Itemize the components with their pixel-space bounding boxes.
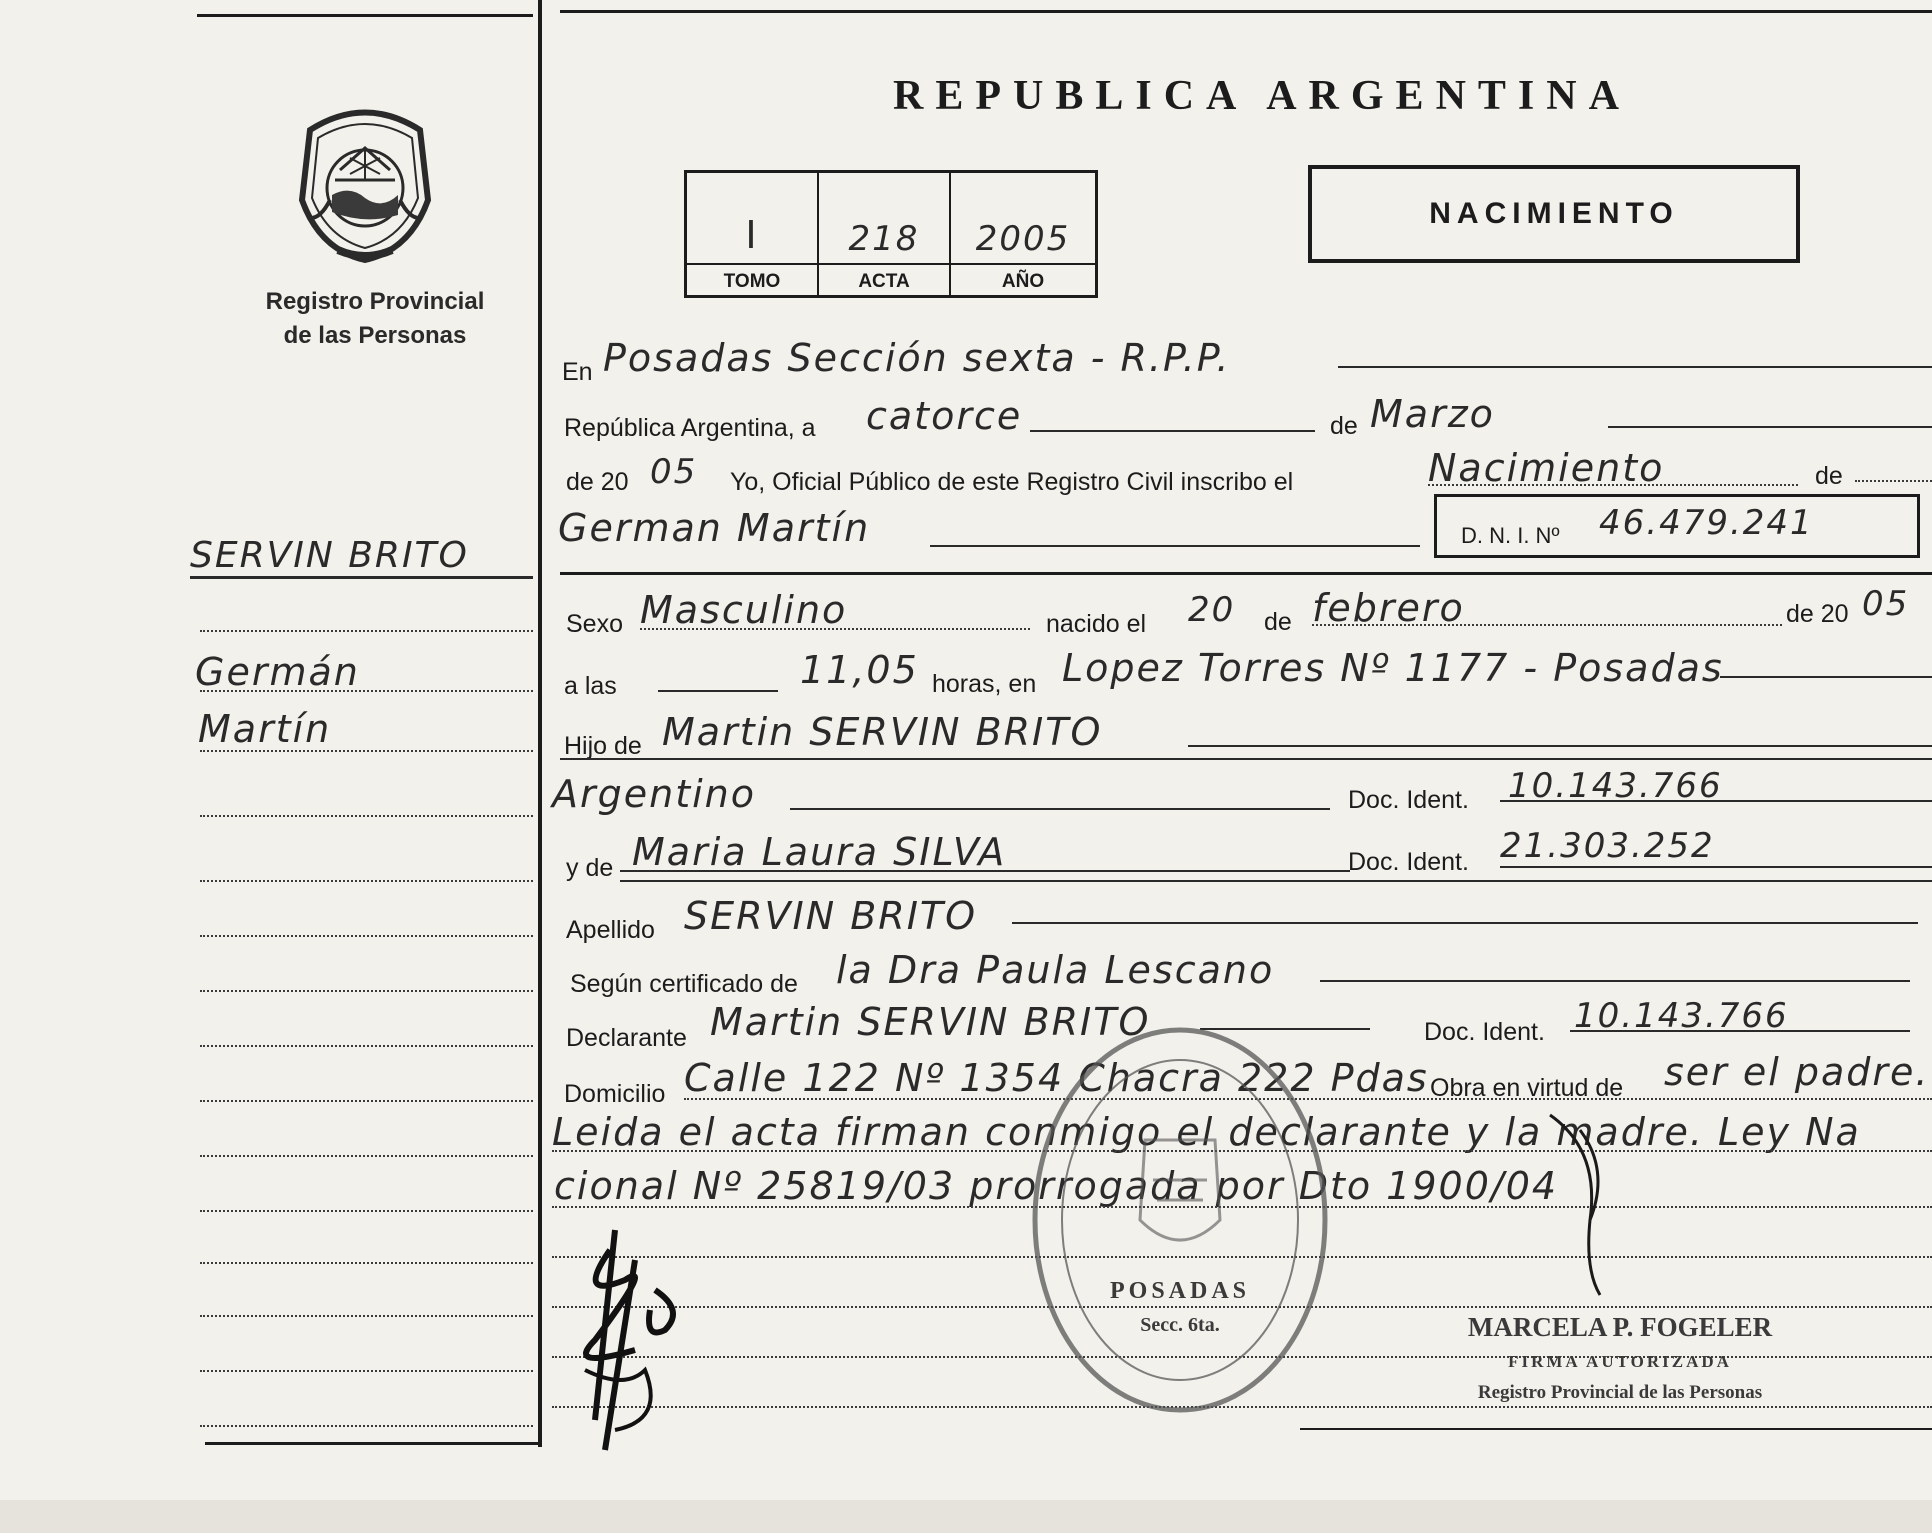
margin-name-1: Germán bbox=[195, 650, 360, 694]
republica-label: República Argentina, a bbox=[564, 414, 816, 442]
tomo-value: I bbox=[745, 213, 759, 257]
ano-value: 2005 bbox=[975, 219, 1071, 259]
birth-place-value: Lopez Torres Nº 1177 - Posadas bbox=[1062, 646, 1724, 690]
margin-dotline bbox=[200, 690, 533, 692]
margin-surname: SERVIN BRITO bbox=[190, 535, 469, 576]
margin-dotline bbox=[200, 630, 533, 632]
hijo-label: Hijo de bbox=[564, 732, 642, 760]
hour-value: 11,05 bbox=[800, 648, 919, 692]
tomo-cell bbox=[687, 173, 819, 295]
child-names-value: German Martín bbox=[558, 506, 871, 550]
mother-signature bbox=[1540, 1110, 1620, 1300]
form-line bbox=[620, 880, 1932, 882]
acta-label: ACTA bbox=[858, 271, 910, 292]
obra-label: Obra en virtud de bbox=[1430, 1074, 1624, 1102]
birth-de20-label: de 20 bbox=[1786, 600, 1849, 628]
doc-ident-label: Doc. Ident. bbox=[1348, 786, 1469, 814]
form-line bbox=[620, 870, 1350, 872]
form-line bbox=[1320, 980, 1910, 982]
form-line bbox=[560, 758, 1932, 760]
declarante-doc-value: 10.143.766 bbox=[1574, 996, 1789, 1036]
father-doc-value: 10.143.766 bbox=[1508, 766, 1723, 806]
margin-dotline bbox=[200, 1210, 533, 1212]
apellido-label: Apellido bbox=[566, 916, 655, 944]
stamp-city: POSADAS bbox=[1109, 1278, 1251, 1304]
horas-label: horas, en bbox=[932, 670, 1037, 698]
form-line bbox=[1428, 484, 1798, 486]
sexo-value: Masculino bbox=[640, 588, 848, 632]
registry-line-1: Registro Provincial bbox=[265, 288, 485, 315]
de-label: de bbox=[1330, 412, 1358, 440]
margin-dotline bbox=[200, 880, 533, 882]
nacido-label: nacido el bbox=[1046, 610, 1147, 638]
apellido-value: SERVIN BRITO bbox=[684, 894, 978, 938]
form-line bbox=[1855, 480, 1932, 482]
registry-line-2: de las Personas bbox=[283, 322, 467, 349]
note-line-2: cional Nº 25819/03 prorrogada por Dto 1900/04 bbox=[554, 1164, 1559, 1208]
box-divider bbox=[687, 263, 1095, 265]
form-line bbox=[1500, 866, 1932, 868]
segun-label: Según certificado de bbox=[570, 970, 798, 998]
tomo-label: TOMO bbox=[723, 271, 781, 292]
form-line bbox=[1608, 426, 1932, 428]
margin-dotline bbox=[200, 815, 533, 817]
page-bottom-edge bbox=[0, 1500, 1932, 1533]
declarante-label: Declarante bbox=[566, 1024, 687, 1052]
margin-name-2: Martín bbox=[198, 707, 332, 751]
record-number-box bbox=[684, 170, 1098, 298]
yo-label: Yo, Oficial Público de este Registro Civil inscribo el bbox=[730, 468, 1294, 496]
form-line bbox=[1312, 624, 1782, 626]
form-line bbox=[640, 628, 1030, 630]
domicilio-value: Calle 122 Nº 1354 Chacra 222 Pdas bbox=[684, 1056, 1429, 1100]
de20-label: de 20 bbox=[566, 468, 629, 496]
official-stamp bbox=[1025, 1020, 1335, 1420]
margin-dotline bbox=[200, 1045, 533, 1047]
acta-value: 218 bbox=[848, 219, 920, 259]
doc-ident-label-2: Doc. Ident. bbox=[1348, 848, 1469, 876]
birth-month-value: febrero bbox=[1312, 586, 1465, 630]
form-line bbox=[1720, 676, 1932, 678]
form-line bbox=[1030, 430, 1315, 432]
father-value: Martin SERVIN BRITO bbox=[662, 710, 1103, 754]
birth-day-value: 20 bbox=[1188, 590, 1236, 630]
day-value: catorce bbox=[866, 394, 1023, 438]
form-line bbox=[1012, 922, 1918, 924]
ano-cell bbox=[951, 173, 1095, 295]
declarante-value: Martin SERVIN BRITO bbox=[710, 1000, 1151, 1044]
margin-dotline bbox=[200, 1100, 533, 1102]
declarant-signature bbox=[555, 1220, 705, 1460]
dni-box bbox=[1434, 494, 1920, 558]
section-rule bbox=[560, 572, 1932, 575]
father-nat-value: Argentino bbox=[552, 772, 756, 816]
country-title: REPUBLICA ARGENTINA bbox=[893, 73, 1631, 119]
right-top-rule bbox=[560, 10, 1932, 13]
record-type-label: NACIMIENTO bbox=[1429, 197, 1679, 230]
form-line bbox=[1338, 366, 1932, 368]
alas-label: a las bbox=[564, 672, 617, 700]
acta-cell bbox=[819, 173, 951, 295]
signatory-role: FIRMA AUTORIZADA bbox=[1508, 1352, 1732, 1371]
birth-year-value: 05 bbox=[1862, 584, 1910, 624]
dni-label: D. N. I. Nº bbox=[1461, 523, 1560, 548]
column-divider bbox=[538, 0, 542, 1447]
margin-dotline bbox=[200, 1315, 533, 1317]
margin-dotline bbox=[200, 990, 533, 992]
form-line bbox=[930, 545, 1420, 547]
form-line bbox=[1188, 745, 1932, 747]
stamp-section: Secc. 6ta. bbox=[1140, 1314, 1220, 1336]
act-kind-value: Nacimiento bbox=[1428, 446, 1665, 490]
month-value: Marzo bbox=[1370, 392, 1495, 436]
signatory-name: MARCELA P. FOGELER bbox=[1467, 1312, 1773, 1342]
signatory-office: Registro Provincial de las Personas bbox=[1477, 1382, 1763, 1403]
margin-dotline bbox=[200, 1370, 533, 1372]
margin-dotline bbox=[200, 935, 533, 937]
ano-label: AÑO bbox=[1001, 271, 1045, 292]
province-seal-icon bbox=[290, 100, 440, 265]
margin-surname-line bbox=[190, 576, 533, 579]
form-line bbox=[1570, 1030, 1910, 1032]
margin-dotline bbox=[200, 1425, 533, 1427]
margin-dotline bbox=[200, 1155, 533, 1157]
domicilio-label: Domicilio bbox=[564, 1080, 666, 1108]
birth-de-label: de bbox=[1264, 608, 1292, 636]
sexo-label: Sexo bbox=[566, 610, 623, 638]
place-value: Posadas Sección sexta - R.P.P. bbox=[603, 336, 1231, 380]
form-line bbox=[658, 690, 778, 692]
de-label-2: de bbox=[1815, 462, 1843, 490]
left-bottom-rule bbox=[205, 1442, 539, 1445]
obra-value: ser el padre. bbox=[1664, 1050, 1930, 1094]
note-line-1: Leida el acta firman conmigo el declarante y la madre. Ley Na bbox=[552, 1110, 1861, 1154]
left-top-rule bbox=[197, 14, 533, 17]
dni-value: 46.479.241 bbox=[1599, 503, 1814, 543]
margin-dotline bbox=[200, 1262, 533, 1264]
year-value: 05 bbox=[650, 452, 698, 492]
mother-doc-value: 21.303.252 bbox=[1500, 826, 1715, 866]
yde-label: y de bbox=[566, 854, 614, 882]
margin-dotline bbox=[200, 750, 533, 752]
en-label: En bbox=[562, 358, 593, 386]
doc-ident-label-3: Doc. Ident. bbox=[1424, 1018, 1545, 1046]
certificado-value: la Dra Paula Lescano bbox=[836, 948, 1275, 992]
record-type-box bbox=[1308, 165, 1800, 263]
form-line bbox=[790, 808, 1330, 810]
mother-value: Maria Laura SILVA bbox=[632, 830, 1007, 874]
form-line bbox=[1500, 800, 1932, 802]
bottom-form-rule bbox=[1300, 1428, 1932, 1430]
